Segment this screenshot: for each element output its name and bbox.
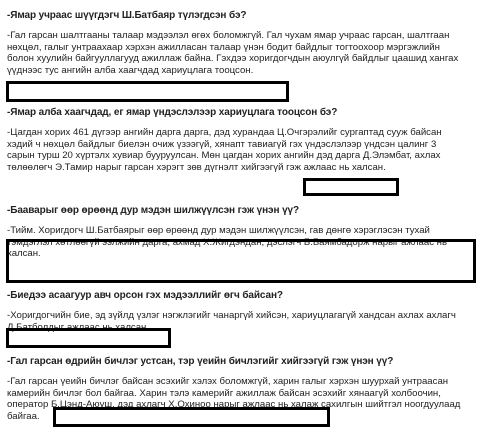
answer-line: -Хоригдогчийн бие, эд зүйлд үзлэг нэгжлэгийг чанаргүй хийсэн, хариуцлагагүй хандсан ахлах ахлагч: [7, 310, 456, 322]
question-heading: -Ямар алба хаагчдад, ег ямар үндэслэлээр хариуцлага тооцсон бэ?: [7, 107, 338, 118]
answer-line: нөхцөл, галыг унтраахаар хэрхэн ажилласан талаар үнэн бодит байдлыг тогтоохоор мэргэжлийн: [7, 41, 440, 53]
answer-line: Д.Батболдыг ажлаас нь халсан.: [7, 321, 150, 333]
answer-line: үүднээс тус ангийн алба хаагчдад хариуцлага тооцсон.: [7, 64, 254, 76]
highlight-box: [6, 81, 289, 102]
answer-line: халсан.: [7, 248, 41, 260]
highlight-box: [6, 328, 171, 348]
highlight-box: [303, 178, 399, 196]
answer-line: сарын турш 20 хүртэлх хувиар бууруулсан. Мөн цагдан хорих ангийн дэд дарга Д.Элэмбат, ахлах: [7, 150, 441, 162]
answer-line: -Тийм. Хоригдогч Ш.Батбаярыг өөр өрөөнд дур мэдэн шилжүүлсэн, гав дөнгө хэрэглэсэн тухай: [7, 225, 430, 237]
answer-paragraph: [7, 127, 476, 173]
answer-line: -Гал гарсан үеийн бичлэг байсан эсэхийг хэлэх боломжгүй, харин галыг хэрхэн шуурхай унтраасан: [7, 376, 449, 388]
answer-line: болон хуулийн байгууллагууд ажиллаж байна. Гэхдээ хоригдогчдын аюулгүй байдлыг цаашид хангах: [7, 53, 459, 65]
answer-line: камерийн бичлэг бол байгаа. Харин тэлэ камерийг ажиллаж байсан эсэхийг хянаагүй холбоочин,: [7, 387, 441, 399]
question-heading: -Бааварыг өөр өрөөнд дур мэдэн шилжүүлсэн гэж үнэн үү?: [7, 205, 300, 216]
answer-line: байгаа.: [7, 410, 40, 422]
qa-block-4: [7, 290, 476, 333]
highlight-box: [6, 236, 476, 283]
question-heading: -Гал гарсан өдрийн бичлэг устсан, тэр үеийн бичлэгийг хийгээгүй гэж үнэн үү?: [7, 356, 394, 367]
question-heading: -Ямар учраас шүүгдэгч Ш.Батбаяр түлэгдсэн бэ?: [7, 10, 247, 21]
answer-line: тэмдэглэл хөтлөөгүй ээлжийн дарга, ахмад Х.Жигдэндан, дэслэгч Б.Баямбадорж нарыг ажлаас нь: [7, 236, 447, 248]
answer-paragraph: [7, 30, 476, 76]
qa-block-1: [7, 10, 476, 76]
question-heading: -Биедээ асаагуур авч орсон гэх мэдээллийг өгч байсан?: [7, 290, 283, 301]
highlight-box: [53, 407, 330, 427]
answer-line: оператор Б.Цэнд-Аюуш, дэд ахлагч Х.Охиноо нарыг ажлаас нь халаж сахилгын шийтгэл ноогдуулаад: [7, 399, 461, 411]
answer-line: хэдий ч нөхцөл байдлыг биелэн очиж үзээгүй, хянапт тавиагүй гэх үндэслэлээр үндсэн цалинг 3: [7, 138, 437, 150]
qa-block-2: [7, 107, 476, 173]
answer-line: -Цагдан хорих 461 дүгээр ангийн дарга дарга, дэд хурандаа Ц.Очгэрэлийг сургаптад сууж байсан: [7, 127, 442, 139]
answer-line: -Гал гарсан шалтгааны талаар мэдээлэл өгөх боломжгүй. Гал чухам ямар учраас гарсан, шалтгаан: [7, 30, 450, 42]
answer-line: төлөөлөгч Э.Тамир нарыг гарсан хэрэгт зөв дүгнэлт хийгээгүй гэж ажлаас нь халсан.: [7, 161, 386, 173]
